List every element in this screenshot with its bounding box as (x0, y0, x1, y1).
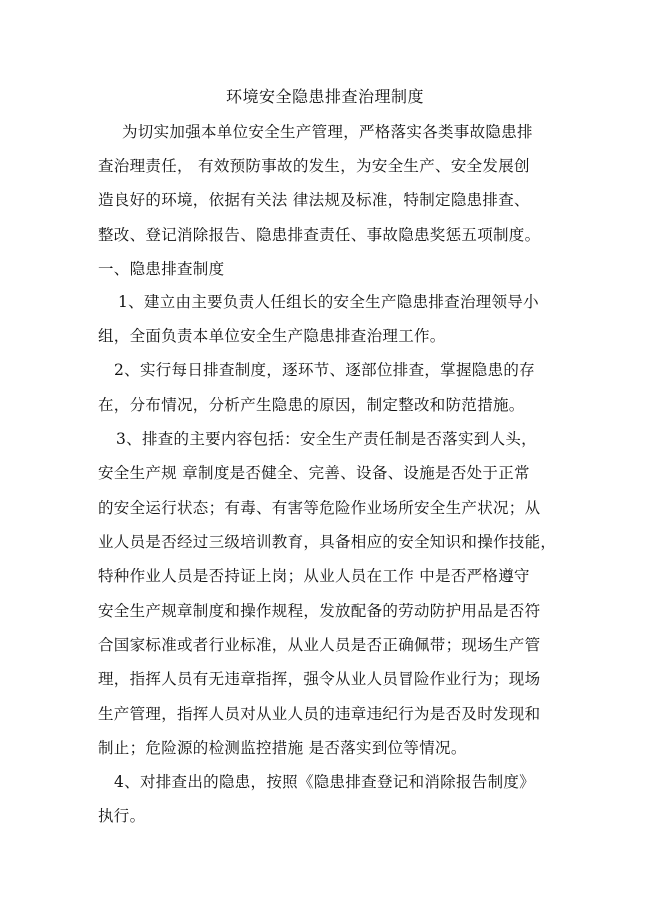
section-heading: 一、隐患排查制度 (98, 260, 225, 278)
text-line: 特种作业人员是否持证上岗；从业人员在工作 中是否严格遵守 (98, 567, 530, 585)
text-line: 在，分布情况，分析产生隐患的原因，制定整改和防范措施。 (98, 396, 525, 414)
text-line: 生产管理，指挥人员对从业人员的违章违纪行为是否及时发现和 (98, 705, 541, 723)
text-line: 的安全运行状态；有毒、有害等危险作业场所安全生产状况；从 (98, 499, 541, 517)
text-line: 3、排查的主要内容包括：安全生产责任制是否落实到人头， (116, 430, 537, 448)
text-line: 业人员是否经过三级培训教育，具备相应的安全知识和操作技能， (98, 533, 557, 551)
text-line: 理，指挥人员有无违章指挥，强令从业人员冒险作业行为；现场 (98, 670, 541, 688)
text-line: 安全生产规章制度和操作规程，发放配备的劳动防护用品是否符 (98, 602, 541, 620)
text-line: 合国家标准或者行业标准，从业人员是否正确佩带；现场生产管 (98, 636, 541, 654)
text-line: 制止；危险源的检测监控措施 是否落实到位等情况。 (98, 739, 467, 757)
text-line: 2、实行每日排查制度，逐环节、逐部位排查，掌握隐患的存 (114, 361, 535, 379)
text-line: 造良好的环境，依据有关法 律法规及标准，特制定隐患排查、 (98, 191, 530, 209)
text-line: 整改、登记消除报告、隐患排查责任、事故隐患奖惩五项制度。 (98, 226, 541, 244)
text-line: 4、对排查出的隐患，按照《隐患排查登记和消除报告制度》 (114, 773, 535, 791)
text-line: 安全生产规 章制度是否健全、完善、设备、设施是否处于正常 (98, 464, 530, 482)
text-line: 执行。 (98, 807, 146, 825)
text-line: 为切实加强本单位安全生产管理，严格落实各类事故隐患排 (122, 123, 533, 141)
text-line: 查治理责任， 有效预防事故的发生，为安全生产、安全发展创 (98, 157, 530, 175)
text-line: 组，全面负责本单位安全生产隐患排查治理工作。 (98, 327, 446, 345)
text-line: 1、建立由主要负责人任组长的安全生产隐患排查治理领导小 (118, 293, 539, 311)
document-title: 环境安全隐患排查治理制度 (225, 87, 424, 106)
